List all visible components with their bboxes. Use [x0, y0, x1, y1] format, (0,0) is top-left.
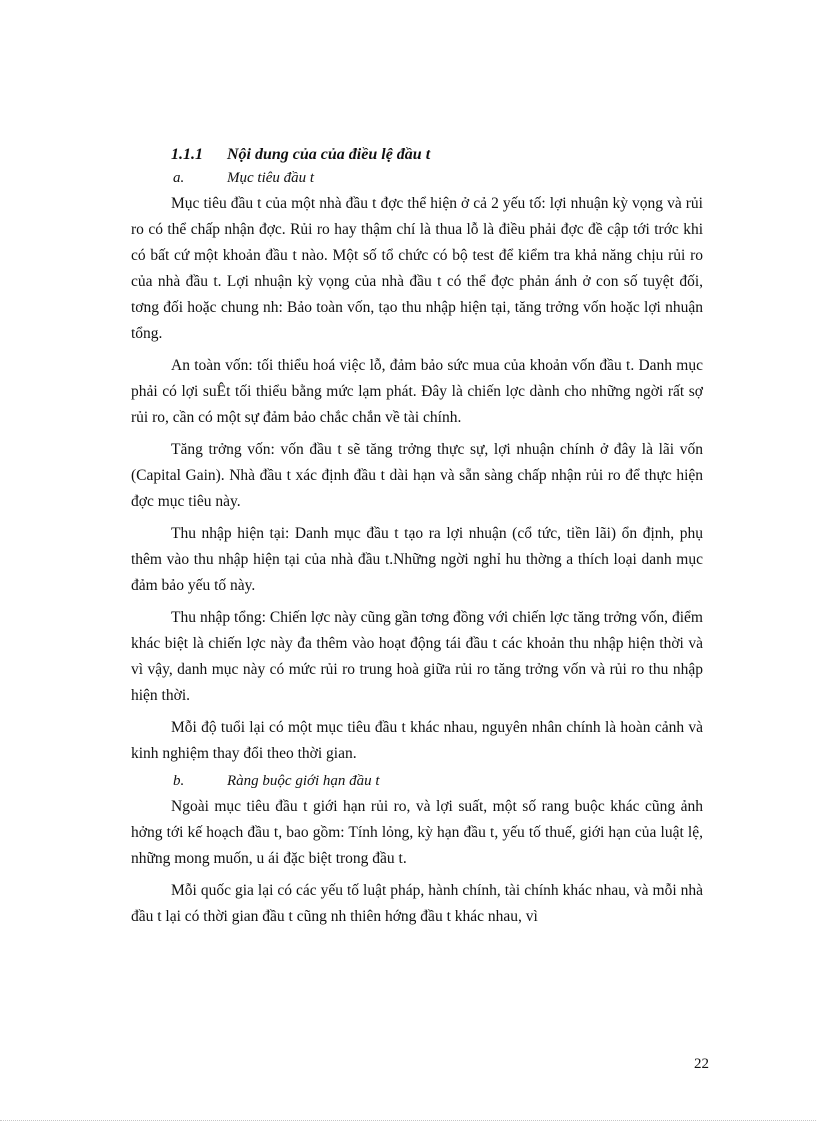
paragraph: Ngoài mục tiêu đầu t giới hạn rủi ro, và lợi suất, một số rang buộc khác cũng ảnh hởng tới kế hoạch đầu t, bao gồm: Tính lỏng, kỳ hạn đầu t, yếu tố thuế, giới hạn của luật lệ, những mong muốn, u ái đặc biệt trong đầu t. — [131, 798, 703, 867]
section-heading — [171, 146, 703, 164]
paragraph: Thu nhập tổng: Chiến lợc này cũng gần tơng đồng với chiến lợc tăng trởng vốn, điểm khác biệt là chiến lợc này đa thêm vào hoạt động tái đầu t các khoản thu nhập hiện thời và vì vậy, danh mục này có mức rủi ro trung hoà giữa rủi ro tăng trởng vốn và rủi ro thu nhập hiện thời. — [131, 609, 703, 704]
paragraph: Mỗi độ tuổi lại có một mục tiêu đầu t khác nhau, nguyên nhân chính là hoàn cảnh và kinh nghiệm thay đổi theo thời gian. — [131, 719, 703, 762]
section-title: Nội dung của của điều lệ đầu t — [227, 146, 431, 163]
page-number: 22 — [694, 1056, 709, 1072]
paragraph: An toàn vốn: tối thiểu hoá việc lỗ, đảm bảo sức mua của khoản vốn đầu t. Danh mục phải có lợi suÊt tối thiểu bằng mức lạm phát. Đây là chiến lợc dành cho những ngời rất sợ rủi ro, cần có một sự đảm bảo chắc chắn về tài chính. — [131, 357, 703, 426]
subsection-a-label: a. — [173, 170, 185, 186]
subsection-a-title: Mục tiêu đầu t — [227, 170, 315, 186]
subsection-b-heading — [173, 773, 703, 790]
subsection-b-label: b. — [173, 773, 185, 789]
page-bottom-border — [0, 1120, 816, 1121]
paragraph: Mục tiêu đầu t của một nhà đầu t đợc thể hiện ở cả 2 yếu tố: lợi nhuận kỳ vọng và rủi ro có thể chấp nhận đợc. Rủi ro hay thậm chí là thua lỗ là điều phải đợc đề cập tới trớc khi có bất cứ một khoản đầu t nào. Một số tổ chức có bộ test để kiểm tra khả năng chịu rủi ro của nhà đầu t. Lợi nhuận kỳ vọng của nhà đầu t có thể đợc phản ánh ở con số tuyệt đối, tơng đối hoặc chung nh: Bảo toàn vốn, tạo thu nhập hiện tại, tăng trởng vốn hoặc lợi nhuận tổng. — [131, 195, 703, 342]
section-number: 1.1.1 — [171, 146, 203, 163]
page-content — [131, 146, 703, 936]
subsection-b-title: Ràng buộc giới hạn đầu t — [227, 773, 380, 789]
paragraph: Tăng trởng vốn: vốn đầu t sẽ tăng trởng thực sự, lợi nhuận chính ở đây là lãi vốn (Capital Gain). Nhà đầu t xác định đầu t dài hạn và sẵn sàng chấp nhận rủi ro để thực hiện đợc mục tiêu này. — [131, 441, 703, 510]
paragraph: Mỗi quốc gia lại có các yếu tố luật pháp, hành chính, tài chính khác nhau, và mỗi nhà đầu t lại có thời gian đầu t cũng nh thiên hớng đầu t khác nhau, vì — [131, 882, 703, 925]
paragraph: Thu nhập hiện tại: Danh mục đầu t tạo ra lợi nhuận (cổ tức, tiền lãi) ổn định, phụ thêm vào thu nhập hiện tại của nhà đầu t.Những ngời nghỉ hu thờng a thích loại danh mục đảm bảo yếu tố này. — [131, 525, 703, 594]
subsection-a-heading — [173, 170, 703, 187]
